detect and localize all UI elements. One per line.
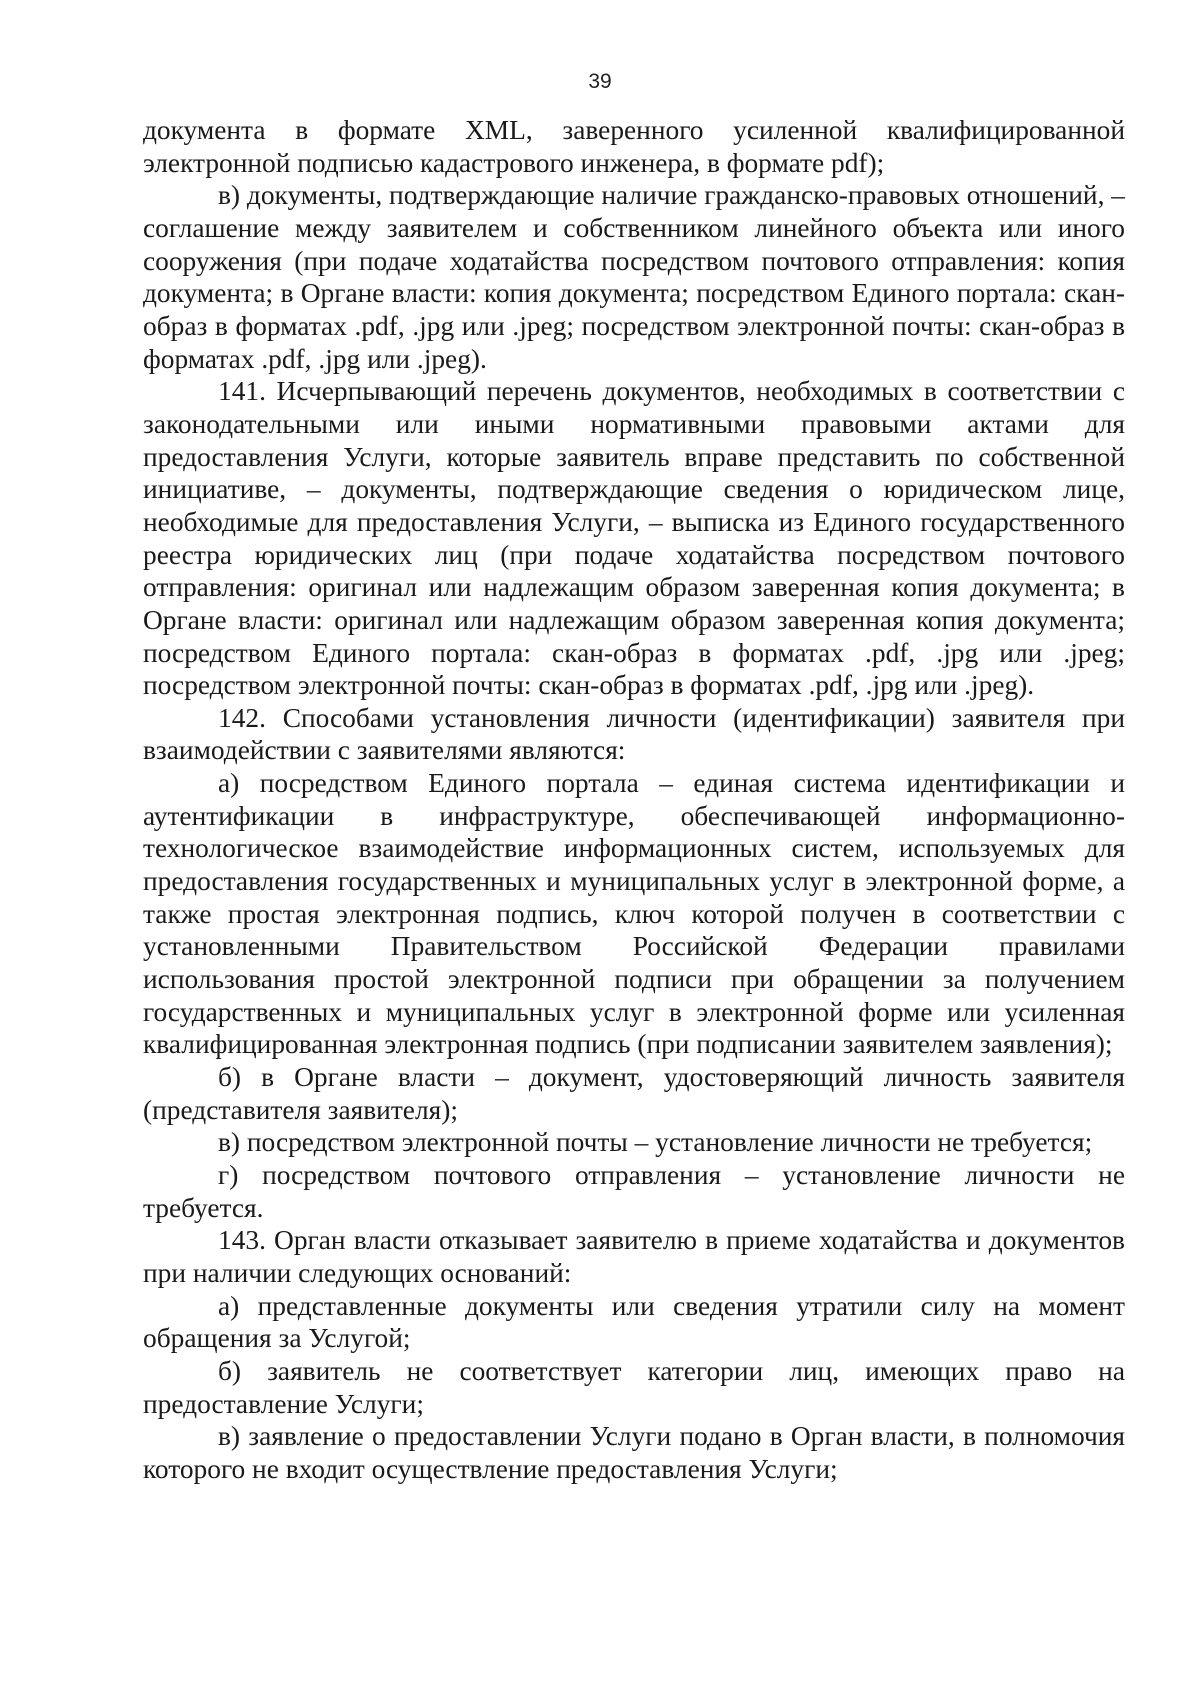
paragraph-item-v-civil-relations: в) документы, подтверждающие наличие гражданско-правовых отношений, – соглашение между заявителем и собственником линейного объекта или иного сооружения (при подаче ходатайства посредством почтового отправления: копия документа; в Органе власти: копия документа; посредством Единого портала: скан-образ в форматах .pdf, .jpg или .jpeg; посредством электронной почты: скан-образ в форматах .pdf, .jpg или .jpeg). <box>143 180 1125 374</box>
paragraph-142-item-g: г) посредством почтового отправления – установление личности не требуется. <box>143 1160 1125 1223</box>
paragraph-143-item-b: б) заявитель не соответствует категории лиц, имеющих право на предоставление Услуги; <box>143 1355 1125 1419</box>
paragraph-142-item-b: б) в Органе власти – документ, удостоверяющий личность заявителя (представителя заявителя); <box>143 1062 1125 1125</box>
paragraph-142-item-v: в) посредством электронной почты – установление личности не требуется; <box>218 1127 1093 1158</box>
document-body <box>143 114 1125 1486</box>
paragraph-142-item-a: а) посредством Единого портала – единая система идентификации и аутентификации в инфраструктуре, обеспечивающей информационно-технологическое взаимодействие информационных систем, используемых для предоставления государственных и муниципальных услуг в электронной форме, а также простая электронная подпись, ключ которой получен в соответствии с установленными Правительством Российской Федерации правилами использования простой электронной подписи при обращении за получением государственных и муниципальных услуг в электронной форме или усиленная квалифицированная электронная подпись (при подписании заявителем заявления); <box>143 768 1125 1060</box>
paragraph-continuation: документа в формате XML, заверенного усиленной квалифицированной электронной подписью кадастрового инженера, в формате pdf); <box>143 115 1125 178</box>
paragraph-143-item-a: а) представленные документы или сведения утратили силу на момент обращения за Услугой; <box>143 1290 1125 1354</box>
paragraph-142: 142. Способами установления личности (идентификации) заявителя при взаимодействии с заявителями являются: <box>143 702 1125 766</box>
paragraph-143: 143. Орган власти отказывает заявителю в приеме ходатайства и документов при наличии следующих оснований: <box>143 1225 1125 1288</box>
paragraph-143-item-v: в) заявление о предоставлении Услуги подано в Орган власти, в полномочия которого не входит осуществление предоставления Услуги; <box>143 1421 1125 1484</box>
page-number: 39 <box>588 70 612 93</box>
paragraph-141: 141. Исчерпывающий перечень документов, необходимых в соответствии с законодательными или иными нормативными правовыми актами для предоставления Услуги, которые заявитель вправе представить по собственной инициативе, – документы, подтверждающие сведения о юридическом лице, необходимые для предоставления Услуги, – выписка из Единого государственного реестра юридических лиц (при подаче ходатайства посредством почтового отправления: оригинал или надлежащим образом заверенная копия документа; в Органе власти: оригинал или надлежащим образом заверенная копия документа; посредством Единого портала: скан-образ в форматах .pdf, .jpg или .jpeg; посредством электронной почты: скан-образ в форматах .pdf, .jpg или .jpeg). <box>143 376 1125 701</box>
